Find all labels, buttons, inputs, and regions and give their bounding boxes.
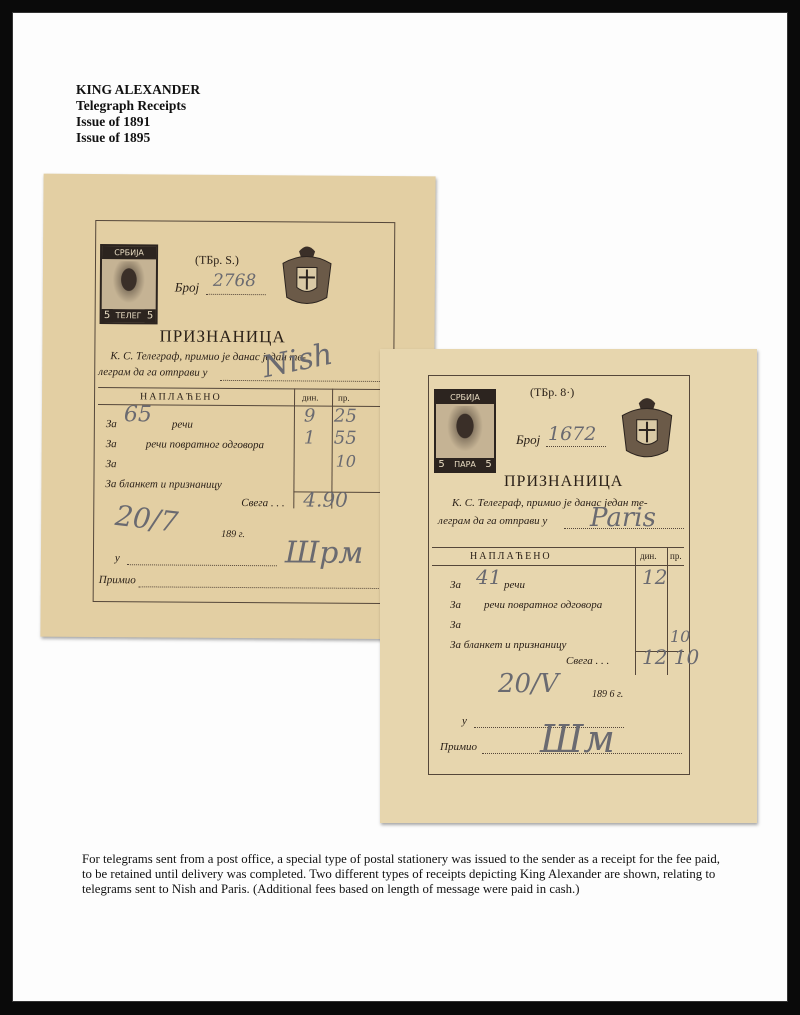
row1-label: речи <box>504 579 525 591</box>
heading-issue-1891: Issue of 1891 <box>76 114 151 129</box>
row1-prefix: За <box>105 418 117 431</box>
stamp-denomination: ТЕЛЕГ <box>102 309 156 322</box>
received-label: Примио <box>98 574 136 587</box>
receipt-text-line1: К. С. Телеграф, примио је данас један те- <box>110 350 306 364</box>
king-portrait <box>444 406 486 456</box>
row1-label: речи <box>171 418 193 431</box>
date-handwritten: 20/7 <box>113 498 180 539</box>
row1-para: 25 <box>333 405 357 427</box>
number-label: Број <box>174 279 200 295</box>
heading-title: KING ALEXANDER <box>76 82 201 97</box>
stamp-value-left: 5 <box>102 309 113 322</box>
stamp-value-right: 5 <box>483 458 494 471</box>
date-handwritten: 20/V <box>498 669 559 699</box>
received-label: Примио <box>440 741 477 753</box>
row2-dinar: 1 <box>303 427 316 449</box>
stamp-country: СРБИЈА <box>102 246 156 259</box>
indicium-stamp <box>434 389 496 473</box>
signature: Шрм <box>284 535 364 571</box>
heading-issue-1895: Issue of 1895 <box>76 130 151 145</box>
coat-of-arms-icon <box>616 393 678 465</box>
caption-text: For telegrams sent from a post office, a special type of postal stationery was issued to the sender as a receipt for the fee paid, to be retained until delivery was completed. Two different types of receipts depicting King Alexander are shown, relating to telegrams sent to Nish and Paris. (Additional fees based on length of message were paid in cash.) <box>82 852 720 896</box>
row2-prefix: За <box>105 438 117 451</box>
row4-label: За бланкет и признаницу <box>450 639 567 651</box>
row2-label: речи повратног одговора <box>484 599 603 611</box>
year-label: 189 6 г. <box>592 689 624 700</box>
number-label: Број <box>516 432 541 447</box>
paid-header: НАПЛАЋЕНО <box>140 391 222 403</box>
row1-word-count: 65 <box>123 402 153 428</box>
paid-header: НАПЛАЋЕНО <box>470 551 552 562</box>
col-dinar: дин. <box>302 392 319 403</box>
receipt-title: ПРИЗНАНИЦА <box>159 326 286 347</box>
number-underline <box>546 446 606 447</box>
form-type-code: (ТБр. S.) <box>194 252 239 268</box>
table-top-rule <box>432 547 684 548</box>
row3-prefix: За <box>105 458 117 471</box>
row1-word-count: 41 <box>476 565 502 589</box>
stamp-denomination: ПАРА <box>436 458 494 471</box>
row1-dinar: 9 <box>303 405 316 427</box>
stamp-value-left: 5 <box>436 458 447 471</box>
stamp-value-right: 5 <box>145 309 156 322</box>
receipt-text-line2: леграм да га отправи у <box>98 366 208 379</box>
row1-prefix: За <box>450 579 461 591</box>
row4-para: 10 <box>670 627 691 646</box>
form-type-code: (ТБр. 8·) <box>530 385 575 399</box>
receipt-number: 1672 <box>548 423 597 445</box>
king-portrait <box>110 261 148 307</box>
receipt-title: ПРИЗНАНИЦА <box>504 473 624 490</box>
receipt-number: 2768 <box>212 270 257 292</box>
heading-subtitle: Telegraph Receipts <box>76 98 187 113</box>
receipt-nish <box>40 174 435 640</box>
place-label: у <box>114 552 120 565</box>
col-para: пр. <box>338 392 350 403</box>
coat-of-arms-icon <box>277 241 337 311</box>
receipt-text-line2: леграм да га отправи у <box>438 515 548 527</box>
total-label: Свега . . . <box>566 655 610 667</box>
receipt-paris <box>380 349 757 823</box>
row3-prefix: За <box>450 619 461 631</box>
year-label: 189 г. <box>221 528 245 541</box>
place-label: у <box>462 715 467 727</box>
row4-label: За бланкет и признаницу <box>105 478 222 491</box>
signature: Шм <box>540 717 615 761</box>
total-value: 12 10 <box>642 645 700 669</box>
indicium-stamp <box>100 244 159 324</box>
receipt-text-line1: К. С. Телеграф, примио је данас један те- <box>452 497 648 509</box>
col-dinar: дин. <box>640 551 657 561</box>
page-heading <box>76 82 200 146</box>
row2-para: 55 <box>333 427 357 449</box>
row3-para: 10 <box>335 451 357 471</box>
row1-dinar: 12 <box>642 565 668 589</box>
table-vrule-1 <box>635 547 636 675</box>
row2-label: речи повратног одговора <box>145 438 265 452</box>
total-value: 4.90 <box>303 487 348 512</box>
destination-handwritten: Paris <box>590 503 656 533</box>
stamp-country: СРБИЈА <box>436 391 494 404</box>
total-label: Свега . . . <box>241 497 285 510</box>
row2-prefix: За <box>450 599 461 611</box>
col-para: пр. <box>670 551 682 561</box>
destination-handwritten: Nish <box>259 336 336 386</box>
